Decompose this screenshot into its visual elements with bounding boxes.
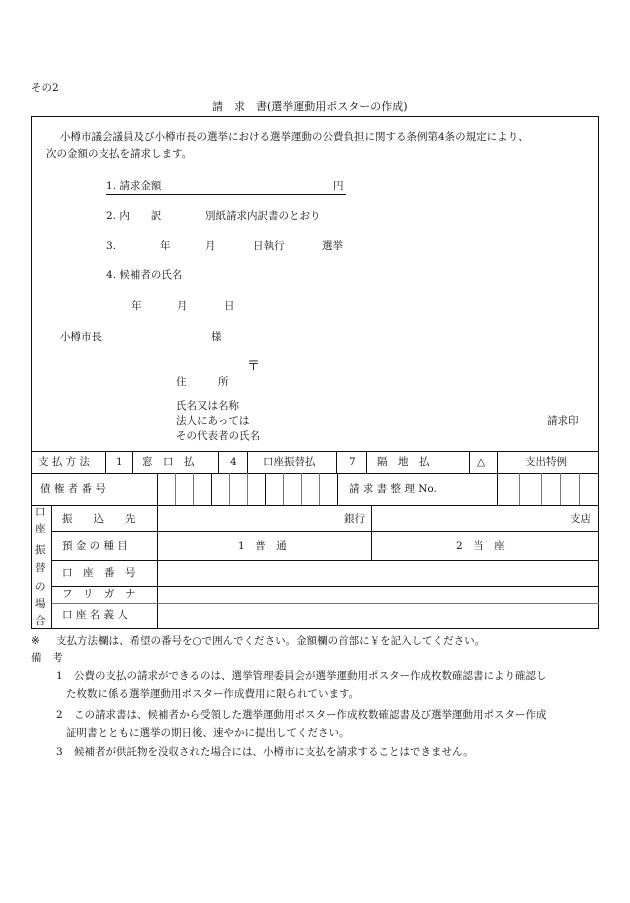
representative-label: その代表者の氏名 [176, 430, 260, 442]
addressee: 小樽市長 [60, 331, 102, 343]
remark-2-number: 2 [56, 709, 63, 721]
grid-line [31, 505, 599, 506]
remark-2-line-2: 証明書とともに選挙の期日後、速やかに提出してください。 [66, 727, 350, 739]
amount-field[interactable] [150, 180, 320, 194]
bank-label: 振 込 先 [62, 513, 136, 525]
payment-note: 支払方法欄は、希望の番号を○で囲んでください。金額欄の首部に￥を記入してください。 [56, 635, 486, 647]
election-month: 月 [205, 240, 216, 252]
side-char: 合 [35, 615, 46, 627]
amount-label: 1. 請求金額 [106, 180, 162, 192]
grid-line [51, 560, 599, 561]
side-char: 場 [35, 598, 46, 610]
name-label: 氏名又は名称 [176, 400, 239, 412]
grid-line [337, 473, 338, 505]
account-holder-field[interactable] [161, 606, 595, 626]
grid-line [469, 451, 470, 473]
corporate-note: 法人にあっては [176, 415, 250, 427]
account-type-label: 預 金 の 種 目 [62, 540, 128, 552]
election-day: 日執行 [253, 240, 285, 252]
remark-1-line-1: 公費の支払の請求ができるのは、選挙管理委員会が選挙運動用ポスター作成枚数確認書により確認し [74, 670, 547, 682]
side-char: 口 [35, 506, 46, 518]
branch-name-field[interactable] [375, 508, 565, 528]
amount-unit: 円 [333, 180, 344, 192]
address-label: 住 所 [176, 376, 229, 388]
account-type-current[interactable]: 2 当 座 [456, 540, 505, 552]
account-holder-label: 口 座 名 義 人 [62, 609, 128, 621]
election-word: 選挙 [322, 240, 343, 252]
document-title: 請 求 書(選挙運動用ポスターの作成) [212, 100, 408, 113]
side-char: の [35, 581, 46, 593]
grid-line [247, 451, 248, 473]
claim-number-field[interactable] [500, 476, 596, 502]
special-expense-label: 支出特例 [525, 456, 567, 468]
bank-suffix: 銀行 [344, 513, 365, 525]
remark-3-number: 3 [56, 746, 63, 758]
grid-line [51, 603, 599, 604]
grid-line [157, 473, 158, 505]
grid-line [218, 451, 219, 473]
option-7-number[interactable]: 7 [349, 456, 356, 468]
account-number-field[interactable] [161, 563, 595, 583]
grid-line [51, 586, 599, 587]
grid-line [371, 505, 372, 560]
section-number: その2 [31, 82, 59, 94]
seal-label: 請求印 [547, 415, 579, 427]
remark-1-number: 1 [56, 670, 63, 682]
grid-line [51, 531, 599, 532]
bank-name-field[interactable] [161, 508, 341, 528]
addressee-honorific: 様 [211, 331, 222, 343]
creditor-number-field[interactable] [161, 476, 331, 502]
account-number-label: 口 座 番 号 [62, 567, 136, 579]
side-char: 振 [35, 544, 46, 556]
breakdown-label: 2. 内 訳 [106, 210, 162, 222]
breakdown-value: 別紙請求内訳書のとおり [205, 210, 321, 222]
option-7-label: 隔 地 払 [377, 456, 430, 468]
grid-line [105, 451, 106, 473]
intro-line-2: 次の金額の支払を請求します。 [46, 148, 193, 160]
side-char: 座 [35, 523, 46, 535]
amount-underline [106, 194, 346, 195]
remark-1-line-2: た枚数に係る選挙運動用ポスター作成費用に限られています。 [66, 688, 360, 700]
election-year: 年 [160, 240, 171, 252]
option-1-label: 窓 口 払 [142, 456, 195, 468]
side-char: 替 [35, 562, 46, 574]
date-year: 年 [131, 300, 142, 312]
account-type-ordinary[interactable]: 1 普 通 [238, 540, 287, 552]
option-1-number[interactable]: 1 [116, 456, 123, 468]
remarks-heading: 備 考 [31, 652, 63, 664]
branch-suffix: 支店 [570, 513, 591, 525]
grid-line [366, 451, 367, 473]
note-mark: ※ [31, 635, 40, 647]
grid-line [31, 473, 599, 474]
option-4-number[interactable]: 4 [230, 456, 237, 468]
furigana-field[interactable] [161, 588, 595, 601]
claim-number-label: 請 求 書 整 理 No. [349, 483, 437, 495]
grid-line [497, 473, 498, 505]
triangle-mark: △ [477, 456, 486, 468]
date-day: 日 [224, 300, 235, 312]
grid-line [51, 505, 52, 629]
date-month: 月 [177, 300, 188, 312]
furigana-label: フ リ ガ ナ [62, 588, 136, 600]
remark-3-line-1: 候補者が供託物を没収された場合には、小樽市に支払を請求することはできません。 [74, 746, 474, 758]
grid-line [31, 451, 599, 452]
creditor-number-label: 債 権 者 番 号 [40, 483, 106, 495]
grid-line [157, 505, 158, 629]
payment-method-label: 支 払 方 法 [38, 456, 91, 468]
grid-line [497, 451, 498, 473]
grid-line [336, 451, 337, 473]
election-number: 3. [106, 240, 117, 252]
remark-2-line-1: この請求書は、候補者から受領した選挙運動用ポスター作成枚数確認書及び選挙運動用ポスター作成 [74, 709, 547, 721]
option-4-label: 口座振替払 [263, 456, 316, 468]
grid-line [132, 451, 133, 473]
candidate-label: 4. 候補者の氏名 [106, 269, 183, 281]
postal-mark: 〒 [247, 359, 261, 374]
intro-line-1: 小樽市議会議員及び小樽市長の選挙における選挙運動の公費負担に関する条例第4条の規定により、 [60, 131, 529, 143]
